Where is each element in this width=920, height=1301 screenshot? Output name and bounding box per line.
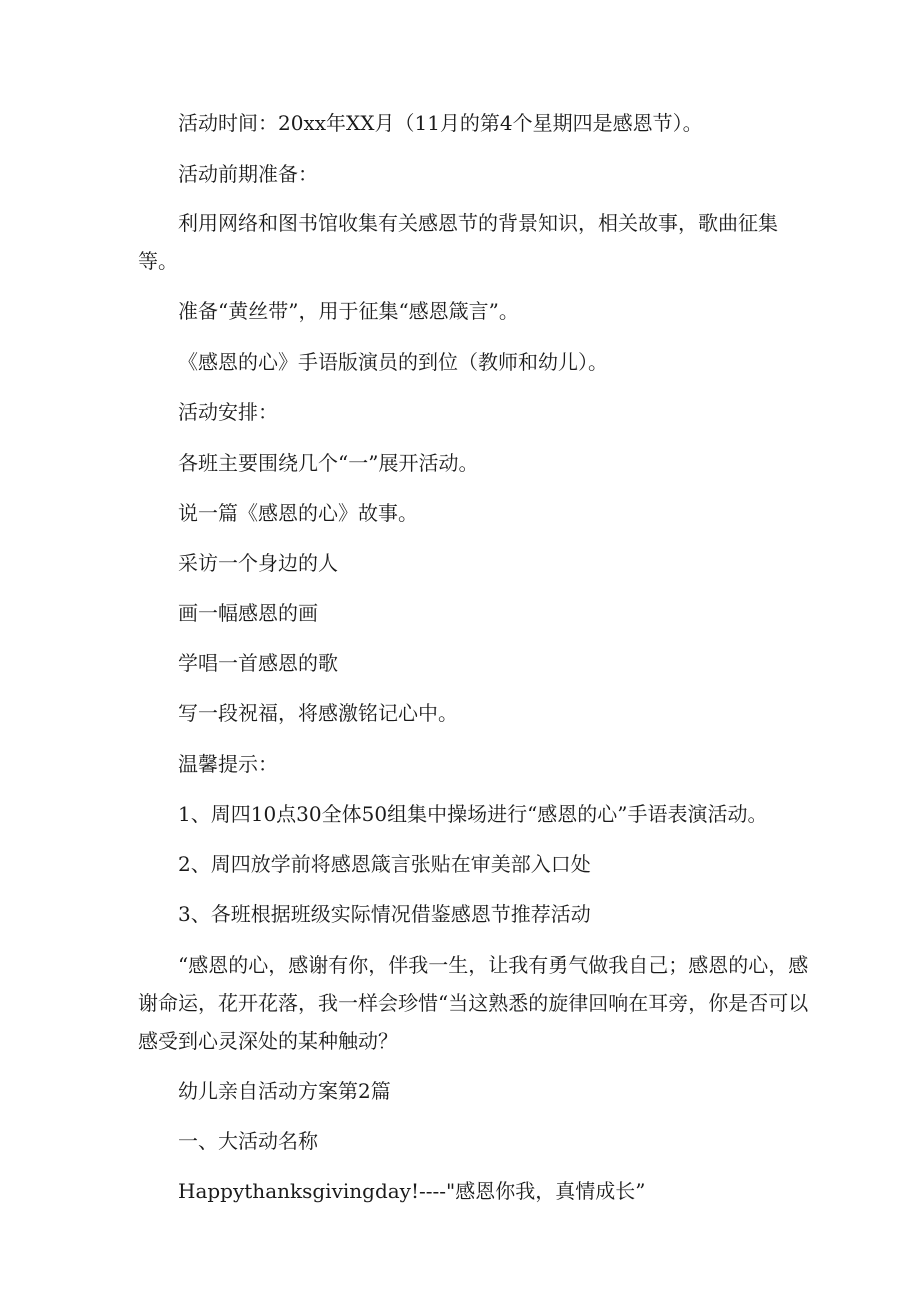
paragraph-preparation-research: 利用网络和图书馆收集有关感恩节的背景知识，相关故事，歌曲征集等。 bbox=[138, 211, 778, 273]
list-item-interview: 采访一个身边的人 bbox=[178, 551, 338, 575]
list-item-drawing: 画一幅感恩的画 bbox=[178, 601, 318, 625]
list-item-blessing: 写一段祝福，将感激铭记心中。 bbox=[178, 701, 458, 725]
paragraph-activity-name: Happythanksgivingday!----"感恩你我，真情成长” bbox=[178, 1179, 646, 1203]
tip-item-3: 3、各班根据班级实际情况借鉴感恩节推荐活动 bbox=[178, 902, 591, 926]
paragraph-yellow-ribbon: 准备“黄丝带”，用于征集“感恩箴言”。 bbox=[178, 299, 519, 323]
paragraph-preparation-heading: 活动前期准备： bbox=[178, 162, 318, 186]
paragraph-lyrics-quote: “感恩的心，感谢有你，伴我一生，让我有勇气做我自己；感恩的心，感谢命运，花开花落，我一样会珍惜“当这熟悉的旋律回响在耳旁，你是否可以感受到心灵深处的某种触动？ bbox=[138, 953, 809, 1053]
list-item-story: 说一篇《感恩的心》故事。 bbox=[178, 501, 418, 525]
paragraph-sign-language: 《感恩的心》手语版演员的到位（教师和幼儿）。 bbox=[178, 350, 608, 374]
paragraph-activity-time: 活动时间：20xx年XX月（11月的第4个星期四是感恩节）。 bbox=[178, 111, 703, 135]
section-title-plan-2: 幼儿亲自活动方案第2篇 bbox=[178, 1079, 391, 1103]
tip-item-1: 1、周四10点30全体50组集中操场进行“感恩的心”手语表演活动。 bbox=[178, 802, 768, 826]
tip-item-2: 2、周四放学前将感恩箴言张贴在审美部入口处 bbox=[178, 852, 591, 876]
list-item-song: 学唱一首感恩的歌 bbox=[178, 651, 338, 675]
paragraph-tips-heading: 温馨提示： bbox=[178, 752, 278, 776]
paragraph-arrangement-intro: 各班主要围绕几个“一”展开活动。 bbox=[178, 451, 479, 475]
paragraph-arrangement-heading: 活动安排： bbox=[178, 400, 278, 424]
section-heading-activity-name: 一、大活动名称 bbox=[178, 1129, 318, 1153]
